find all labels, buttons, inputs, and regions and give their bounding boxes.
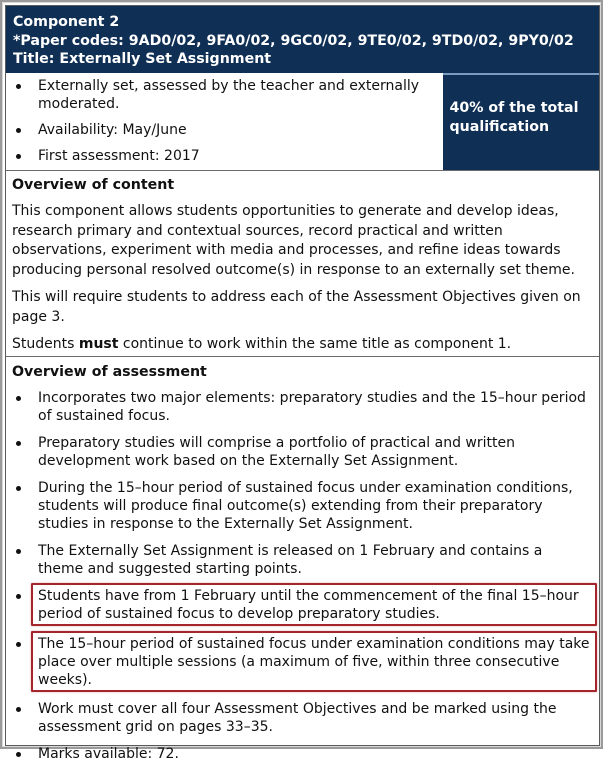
section-heading: Overview of assessment xyxy=(12,364,207,380)
weighting-cell xyxy=(443,73,600,170)
summary-list-cell xyxy=(6,73,443,170)
bullet-icon xyxy=(16,396,21,401)
list-item: Marks available: 72. xyxy=(12,745,591,763)
bullet-icon xyxy=(16,486,21,491)
summary-row xyxy=(6,73,599,171)
highlighted-list-item: Students have from 1 February until the commencement of the final 15–hour period of sustained focus to develop preparatory studies. xyxy=(12,587,591,623)
component-title: Title: Externally Set Assignment xyxy=(13,51,272,67)
list-item: The Externally Set Assignment is released on 1 February and contains a theme and suggested starting points. xyxy=(12,542,591,578)
bullet-icon xyxy=(16,441,21,446)
weighting-label: 40% of the total qualification xyxy=(449,100,579,135)
list-item: During the 15–hour period of sustained focus under examination conditions, students will produce final outcome(s) extending from their preparatory studies in response to the Externally Set Assignment. xyxy=(12,479,591,533)
list-item: First assessment: 2017 xyxy=(12,147,435,165)
summary-list xyxy=(12,77,435,165)
component-header xyxy=(6,6,599,73)
bullet-icon xyxy=(16,128,21,133)
list-item: Preparatory studies will comprise a portfolio of practical and written development work based on the Externally Set Assignment. xyxy=(12,434,591,470)
list-item: Incorporates two major elements: preparatory studies and the 15–hour period of sustained focus. xyxy=(12,389,591,425)
bullet-icon xyxy=(16,707,21,712)
bullet-icon xyxy=(16,84,21,89)
highlighted-list-item: The 15–hour period of sustained focus under examination conditions may take place over multiple sessions (a maximum of five, within three consecutive weeks). xyxy=(12,635,591,689)
bullet-icon xyxy=(16,594,21,599)
list-item: Externally set, assessed by the teacher and externally moderated. xyxy=(12,77,435,113)
content-paragraph: This component allows students opportunities to generate and develop ideas, research primary and contextual sources, record practical and written observations, experiment with media and processes, and refine ideas towards producing personal resolved outcome(s) in response to an externally set theme. xyxy=(12,203,575,278)
assessment-list xyxy=(12,389,591,763)
overview-of-content-section xyxy=(6,171,599,357)
emphasis: must xyxy=(78,336,119,352)
bullet-icon xyxy=(16,642,21,647)
component-number: Component 2 xyxy=(13,14,120,30)
bullet-icon xyxy=(16,549,21,554)
component-table xyxy=(5,5,600,762)
list-item: Availability: May/June xyxy=(12,121,435,139)
overview-of-assessment-section xyxy=(6,357,599,763)
list-item: Work must cover all four Assessment Objectives and be marked using the assessment grid on pages 33–35. xyxy=(12,700,591,736)
content-paragraph: Students must continue to work within the same title as component 1. xyxy=(12,336,512,352)
section-heading: Overview of content xyxy=(12,177,175,193)
content-paragraph: This will require students to address each of the Assessment Objectives given on page 3. xyxy=(12,289,581,325)
paper-codes: *Paper codes: 9AD0/02, 9FA0/02, 9GC0/02, 9TE0/02, 9TD0/02, 9PY0/02 xyxy=(13,32,574,49)
bullet-icon xyxy=(16,154,21,159)
bullet-icon xyxy=(16,752,21,757)
